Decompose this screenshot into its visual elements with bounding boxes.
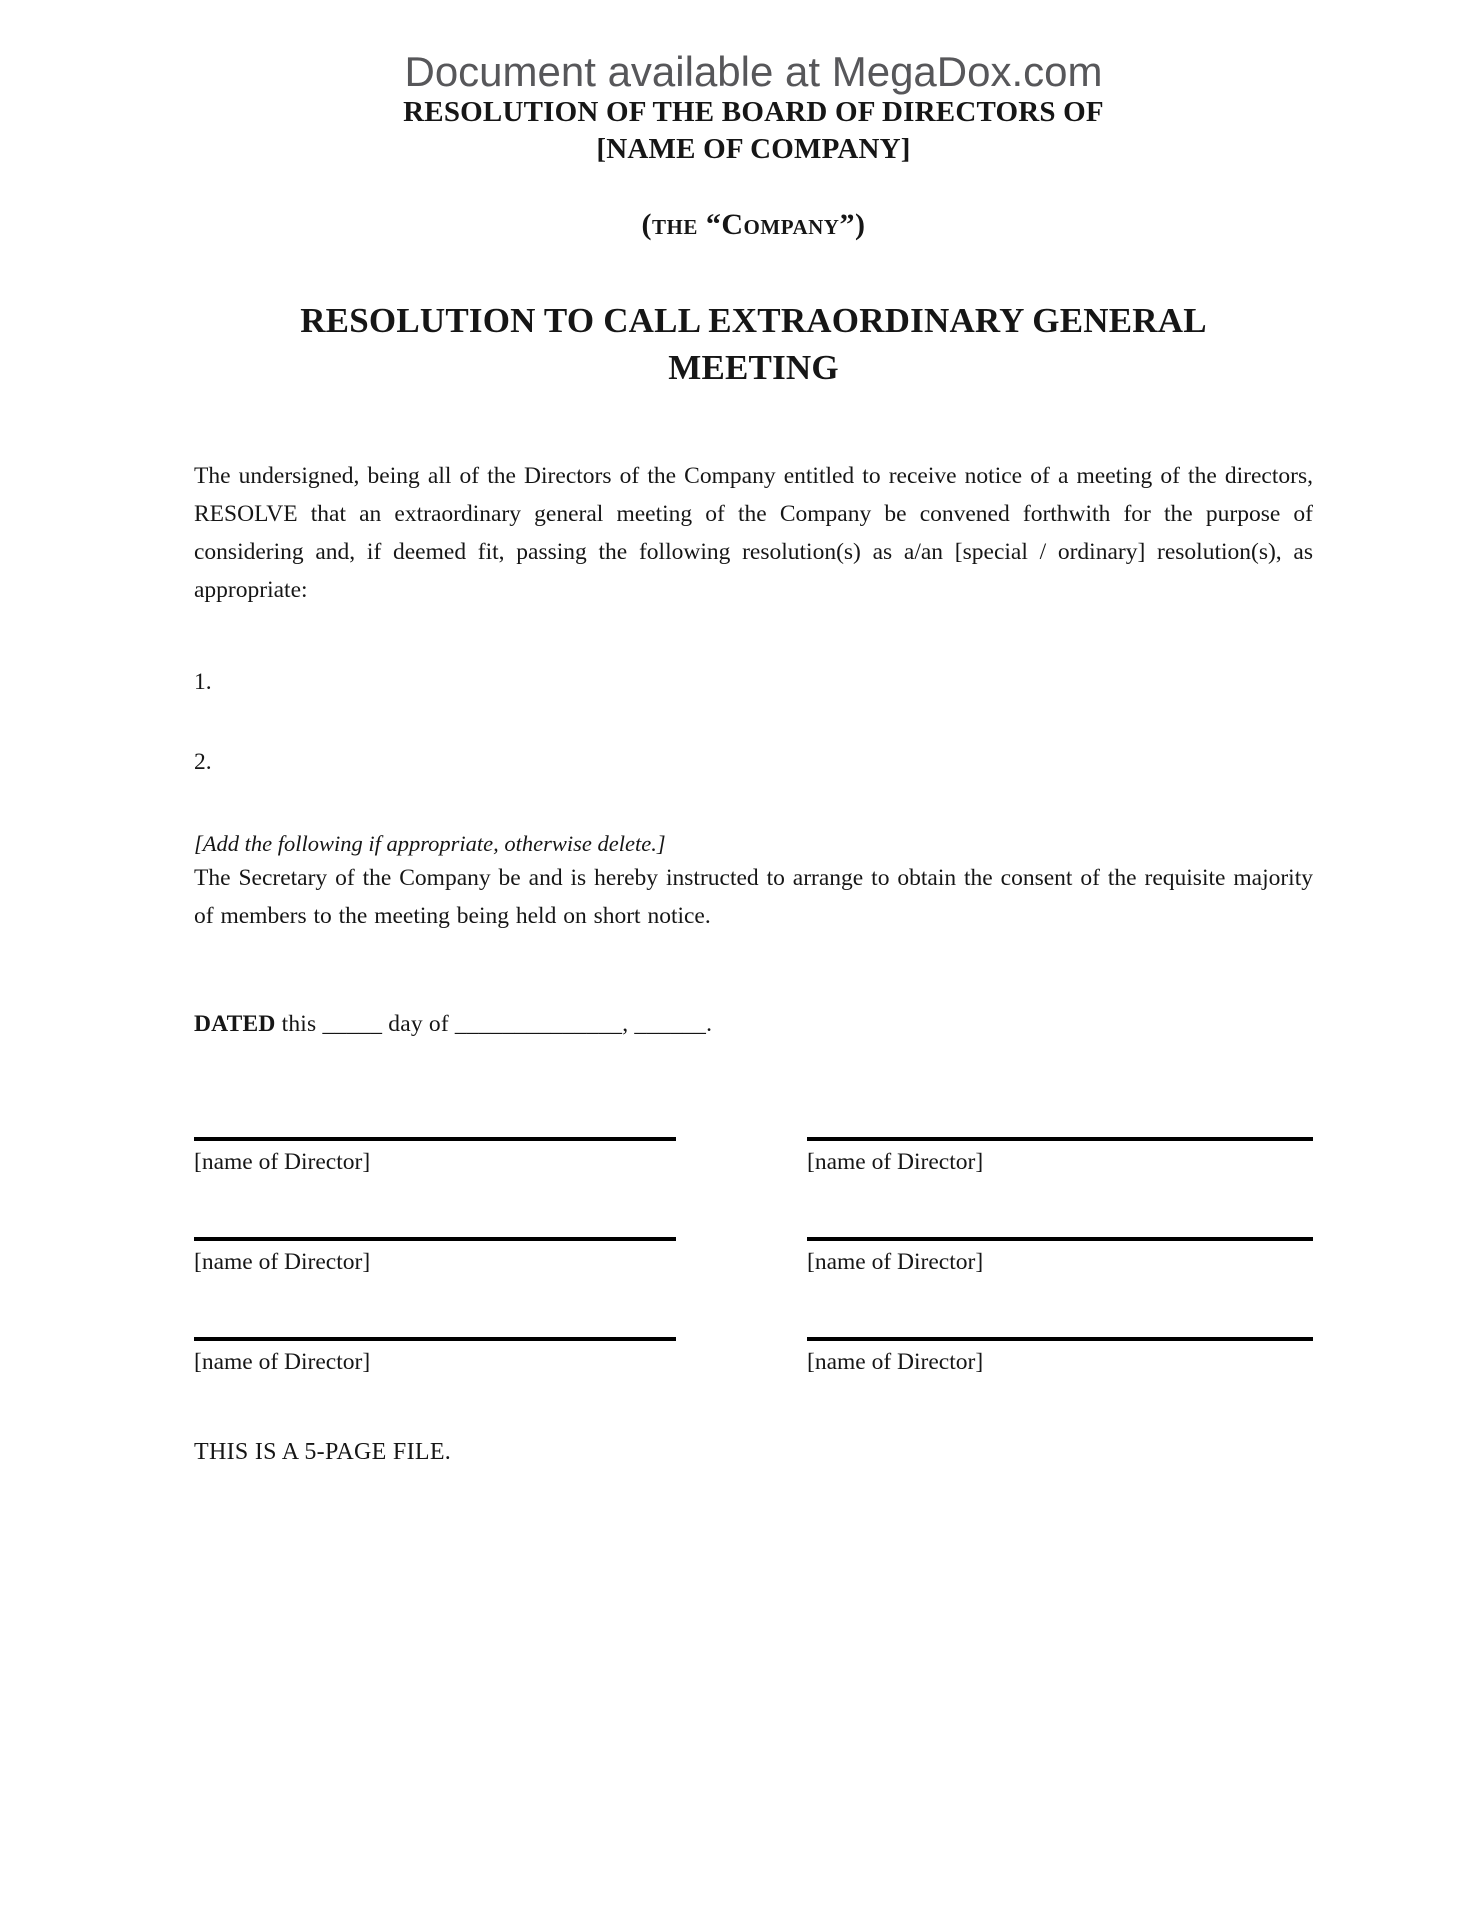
drafting-note: [Add the following if appropriate, otherwise delete.] xyxy=(194,830,666,856)
dated-blanks: this _____ day of ______________, ______. xyxy=(281,1010,713,1037)
signature-label: [name of Director] xyxy=(194,1248,371,1275)
secretary-clause: The Secretary of the Company be and is hereby instructed to arrange to obtain the consent of the requisite majority of members to the meeting being held on short notice. xyxy=(194,864,1313,929)
signature-line xyxy=(194,1337,676,1341)
watermark-text: Document available at MegaDox.com xyxy=(404,48,1103,95)
signature-label: [name of Director] xyxy=(807,1348,984,1375)
resolution-item-2: 2. xyxy=(194,748,212,775)
signature-block xyxy=(194,1137,1313,1377)
signature-row-2 xyxy=(194,1237,1313,1277)
dated-label: DATED xyxy=(194,1010,276,1037)
signature-cell xyxy=(807,1337,1313,1377)
signature-row-1 xyxy=(194,1137,1313,1177)
signature-label: [name of Director] xyxy=(194,1348,371,1375)
signature-line xyxy=(807,1337,1313,1341)
signature-cell xyxy=(807,1237,1313,1277)
signature-label: [name of Director] xyxy=(807,1248,984,1275)
signature-cell xyxy=(194,1237,676,1277)
document-title: RESOLUTION TO CALL EXTRAORDINARY GENERAL MEETING xyxy=(300,301,1207,387)
company-reference: (the “Company”) xyxy=(641,208,866,242)
signature-line xyxy=(807,1137,1313,1141)
signature-row-3 xyxy=(194,1337,1313,1377)
signature-cell xyxy=(194,1137,676,1177)
signature-line xyxy=(194,1237,676,1241)
signature-line xyxy=(807,1237,1313,1241)
resolution-item-1: 1. xyxy=(194,668,212,695)
company-name-placeholder: [NAME OF COMPANY] xyxy=(596,133,911,166)
signature-line xyxy=(194,1137,676,1141)
signature-label: [name of Director] xyxy=(807,1148,984,1175)
dated-line xyxy=(194,1009,1313,1039)
signature-label: [name of Director] xyxy=(194,1148,371,1175)
intro-paragraph: The undersigned, being all of the Directors of the Company entitled to receive notice of a meeting of the directors, RESOLVE that an extraordinary general meeting of the Company be convened forthwith for the purpose of considering and, if deemed fit, passing the following resolution(s) as a/an [special / ordinary] resolution(s), as appropriate: xyxy=(194,462,1313,603)
document-header-line1: RESOLUTION OF THE BOARD OF DIRECTORS OF xyxy=(403,96,1104,129)
page-count-note: THIS IS A 5-PAGE FILE. xyxy=(194,1438,452,1465)
signature-cell xyxy=(807,1137,1313,1177)
signature-cell xyxy=(194,1337,676,1377)
